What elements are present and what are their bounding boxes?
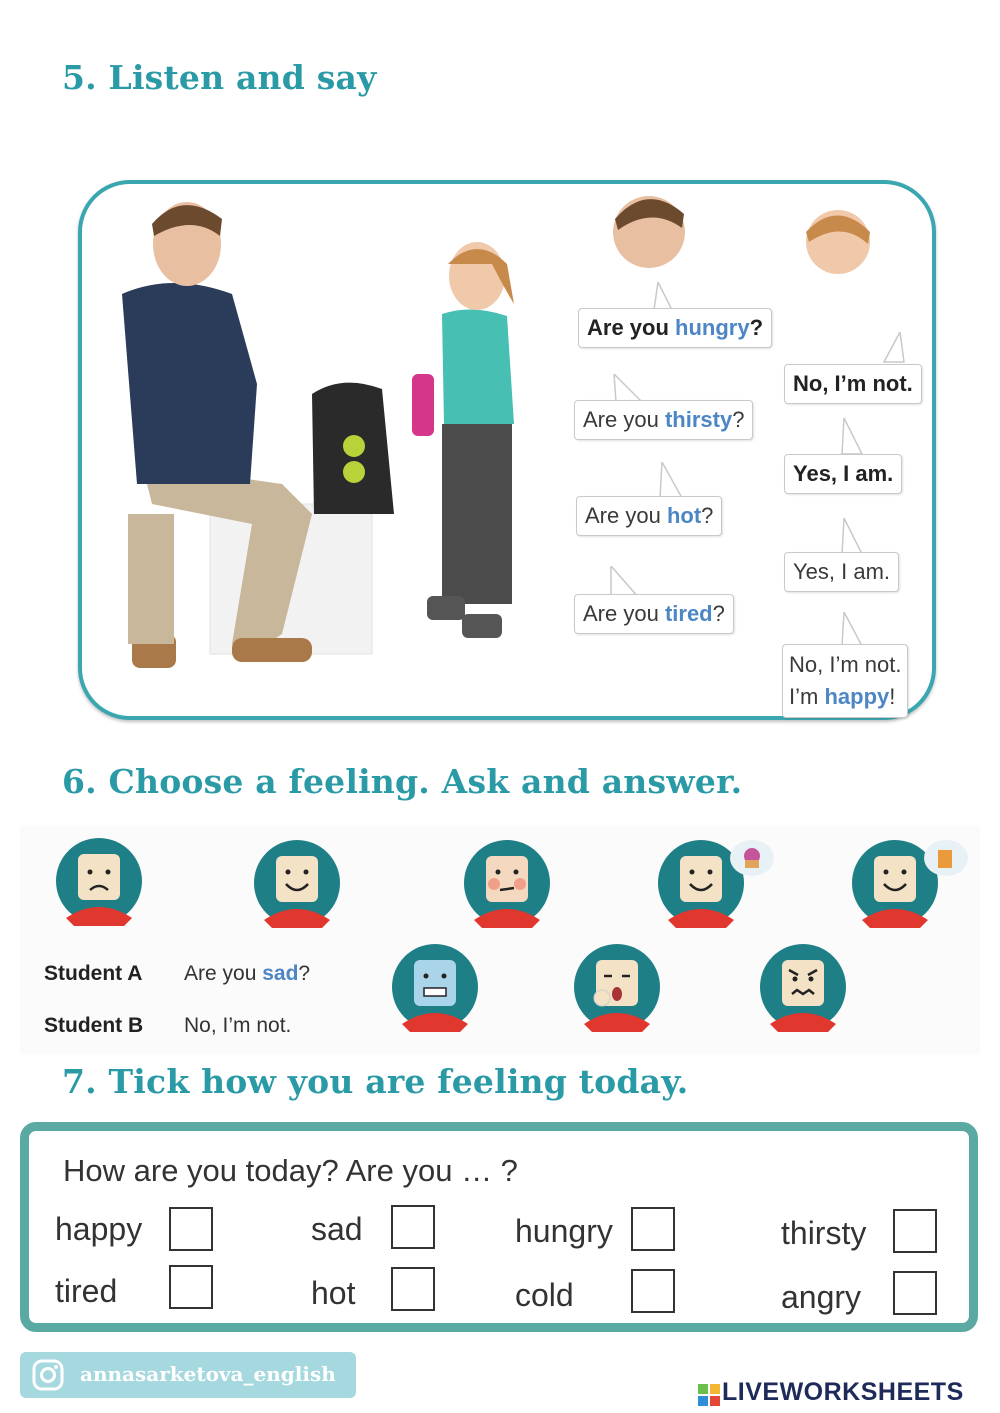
- bubble-tail: [840, 418, 864, 456]
- instagram-icon: [32, 1359, 64, 1391]
- option-label-happy: happy: [55, 1211, 143, 1247]
- checkbox-hungry[interactable]: [631, 1207, 675, 1251]
- bubble-thirsty: Are you thirsty?: [574, 400, 753, 440]
- feelings-panel: [20, 826, 980, 1054]
- teacher-torso: [122, 283, 257, 484]
- bubble-answer-2: Yes, I am.: [784, 454, 902, 494]
- tired-face-icon: [572, 942, 662, 1032]
- section-7-heading: 7. Tick how you are feeling today.: [62, 1062, 689, 1101]
- student-a-question: Are you sad?: [184, 962, 311, 985]
- bubble-answer-4: [782, 644, 908, 718]
- section-5-heading: 5. Listen and say: [62, 58, 377, 97]
- option-label-hot: hot: [311, 1275, 356, 1311]
- option-label-hungry: hungry: [515, 1213, 613, 1249]
- option-label-sad: sad: [311, 1211, 363, 1247]
- bubble-answer-3: Yes, I am.: [784, 552, 899, 592]
- cold-face-icon: [390, 942, 480, 1032]
- student-b-answer: No, I’m not.: [184, 1014, 292, 1037]
- section-6-heading: 6. Choose a feeling. Ask and answer.: [62, 762, 743, 801]
- answer-4-line-1: No, I’m not.: [789, 652, 902, 677]
- liveworksheets-logo-icon: [698, 1384, 720, 1406]
- sad-face-icon: [54, 836, 144, 926]
- checkbox-hot[interactable]: [391, 1267, 435, 1311]
- bubble-tail: [840, 612, 864, 648]
- angry-face-icon: [758, 942, 848, 1032]
- checklist-question: How are you today? Are you … ?: [63, 1153, 518, 1188]
- option-label-tired: tired: [55, 1273, 118, 1309]
- student-a-label: Student A: [44, 962, 143, 985]
- checkbox-sad[interactable]: [391, 1205, 435, 1249]
- bubble-tired: Are you tired?: [574, 594, 734, 634]
- feelings-checklist: [20, 1122, 978, 1332]
- bubble-tail: [882, 332, 906, 364]
- instagram-badge[interactable]: [20, 1352, 356, 1398]
- liveworksheets-logo[interactable]: LIVEWORKSHEETS: [722, 1378, 964, 1406]
- instagram-handle: annasarketova_english: [80, 1362, 336, 1386]
- checkbox-angry[interactable]: [893, 1271, 937, 1315]
- water-bottle: [412, 374, 434, 436]
- option-label-cold: cold: [515, 1277, 574, 1313]
- hungry-face-icon: [656, 836, 776, 928]
- bubble-tail: [656, 462, 684, 500]
- bubble-answer-1: No, I’m not.: [784, 364, 922, 404]
- option-label-thirsty: thirsty: [781, 1215, 867, 1251]
- girl-body: [442, 309, 514, 424]
- checkbox-thirsty[interactable]: [893, 1209, 937, 1253]
- bubble-hot: Are you hot?: [576, 496, 722, 536]
- checkbox-happy[interactable]: [169, 1207, 213, 1251]
- bubble-tail: [840, 518, 864, 556]
- hot-face-icon: [462, 838, 552, 928]
- bubble-hungry: Are you hungry?: [578, 308, 772, 348]
- thirsty-face-icon: [850, 836, 970, 928]
- checkbox-cold[interactable]: [631, 1269, 675, 1313]
- scene-illustration: [82, 184, 932, 716]
- option-label-angry: angry: [781, 1279, 862, 1315]
- answer-4-line-2: I’m happy!: [789, 684, 896, 709]
- girl-legs: [442, 424, 512, 604]
- dialogue-scene: [78, 180, 936, 720]
- teacher-shoe-right: [232, 638, 312, 662]
- student-b-label: Student B: [44, 1014, 144, 1037]
- happy-face-icon: [252, 838, 342, 928]
- checkbox-tired[interactable]: [169, 1265, 213, 1309]
